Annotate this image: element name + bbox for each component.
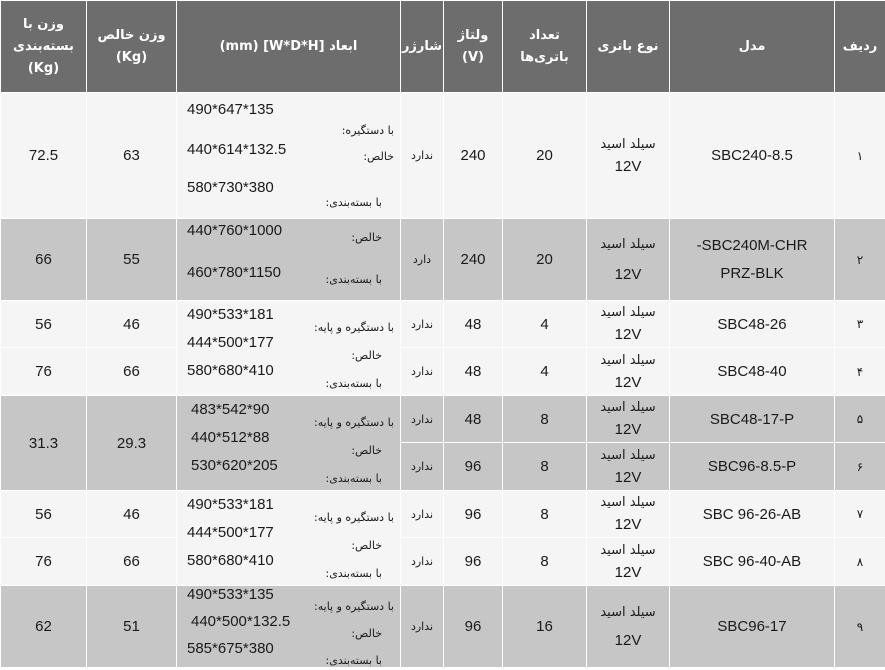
header-battery-type: نوع باتری: [587, 1, 670, 93]
table-row: [1, 93, 885, 219]
dimensions-cell: با دستگیره: 490*647*135 خالص: 440*614*132.5 با بسته‌بندی: 580*730*380: [177, 93, 401, 219]
row-index: ۸: [835, 538, 885, 586]
voltage-cell: 48: [444, 301, 503, 348]
packed-weight-cell: 66: [1, 219, 87, 301]
battery-type-cell: سیلد اسید 12V: [587, 219, 670, 301]
battery-type-cell: سیلد اسید 12V: [587, 491, 670, 538]
voltage-cell: 48: [444, 396, 503, 443]
battery-type-cell: سیلد اسید 12V: [587, 443, 670, 491]
charger-cell: ندارد: [401, 538, 444, 586]
battery-type-cell: سیلد اسید 12V: [587, 93, 670, 219]
model-cell: SBC 96-40-AB: [670, 538, 835, 586]
header-row: [1, 1, 885, 93]
packed-weight-cell: 56: [1, 491, 87, 538]
packed-weight-cell: 62: [1, 586, 87, 668]
dimensions-cell: با دستگیره و پایه: 490*533*135 خالص: 440*500*132.5 با بسته‌بندی: 585*675*380: [177, 586, 401, 668]
table-row: [1, 491, 885, 538]
header-packed-weight: وزن با بسته‌بندی (Kg): [1, 1, 87, 93]
packed-weight-cell: 31.3: [1, 396, 87, 491]
model-cell: SBC 96-26-AB: [670, 491, 835, 538]
table-row: [1, 396, 885, 443]
header-battery-count: تعداد باتری‌ها: [503, 1, 587, 93]
battery-count-cell: 8: [503, 538, 587, 586]
row-index: ۶: [835, 443, 885, 491]
voltage-cell: 96: [444, 538, 503, 586]
packed-weight-cell: 76: [1, 538, 87, 586]
charger-cell: دارد: [401, 219, 444, 301]
battery-count-cell: 8: [503, 491, 587, 538]
model-cell: SBC48-17-P: [670, 396, 835, 443]
packed-weight-cell: 72.5: [1, 93, 87, 219]
model-cell: SBC96-8.5-P: [670, 443, 835, 491]
charger-cell: ندارد: [401, 491, 444, 538]
row-index: ۲: [835, 219, 885, 301]
charger-cell: ندارد: [401, 301, 444, 348]
dimensions-cell: با دستگیره و پایه: 483*542*90 خالص: 440*512*88 با بسته‌بندی: 530*620*205: [177, 396, 401, 491]
header-row-index: ردیف: [835, 1, 885, 93]
dimensions-cell: با دستگیره و پایه: 490*533*181 خالص: 444*500*177 با بسته‌بندی: 580*680*410: [177, 491, 401, 586]
charger-cell: ندارد: [401, 443, 444, 491]
net-weight-cell: 66: [87, 348, 177, 396]
row-index: ۳: [835, 301, 885, 348]
battery-count-cell: 8: [503, 396, 587, 443]
model-cell: SBC96-17: [670, 586, 835, 668]
voltage-cell: 48: [444, 348, 503, 396]
row-index: ۹: [835, 586, 885, 668]
net-weight-cell: 63: [87, 93, 177, 219]
table-row: [1, 348, 885, 396]
net-weight-cell: 29.3: [87, 396, 177, 491]
header-charger: شارژر: [401, 1, 444, 93]
row-index: ۷: [835, 491, 885, 538]
battery-count-cell: 4: [503, 348, 587, 396]
model-cell: SBC48-26: [670, 301, 835, 348]
voltage-cell: 96: [444, 443, 503, 491]
battery-type-cell: سیلد اسید 12V: [587, 538, 670, 586]
packed-weight-cell: 76: [1, 348, 87, 396]
battery-count-cell: 20: [503, 219, 587, 301]
dimensions-cell: با دستگیره و پایه: 490*533*181 خالص: 444*500*177 با بسته‌بندی: 580*680*410: [177, 301, 401, 396]
dimensions-cell: خالص: 440*760*1000 با بسته‌بندی: 460*780*1150: [177, 219, 401, 301]
voltage-cell: 96: [444, 491, 503, 538]
row-index: ۴: [835, 348, 885, 396]
battery-type-cell: سیلد اسید 12V: [587, 396, 670, 443]
charger-cell: ندارد: [401, 93, 444, 219]
charger-cell: ندارد: [401, 396, 444, 443]
net-weight-cell: 66: [87, 538, 177, 586]
voltage-cell: 240: [444, 219, 503, 301]
table-row: [1, 586, 885, 668]
voltage-cell: 240: [444, 93, 503, 219]
row-index: ۱: [835, 93, 885, 219]
model-cell: SBC240M-CHR- PRZ-BLK: [670, 219, 835, 301]
table-row: [1, 301, 885, 348]
battery-type-cell: سیلد اسید 12V: [587, 348, 670, 396]
header-voltage: ولتاژ (V): [444, 1, 503, 93]
header-dimensions: ابعاد (mm) [W*D*H]: [177, 1, 401, 93]
net-weight-cell: 46: [87, 491, 177, 538]
header-model: مدل: [670, 1, 835, 93]
row-index: ۵: [835, 396, 885, 443]
charger-cell: ندارد: [401, 586, 444, 668]
battery-count-cell: 8: [503, 443, 587, 491]
net-weight-cell: 46: [87, 301, 177, 348]
battery-count-cell: 20: [503, 93, 587, 219]
table-row: [1, 219, 885, 301]
table-row: [1, 538, 885, 586]
model-cell: SBC48-40: [670, 348, 835, 396]
model-cell: SBC240-8.5: [670, 93, 835, 219]
battery-count-cell: 4: [503, 301, 587, 348]
net-weight-cell: 55: [87, 219, 177, 301]
battery-type-cell: سیلد اسید 12V: [587, 301, 670, 348]
battery-type-cell: سیلد اسید 12V: [587, 586, 670, 668]
packed-weight-cell: 56: [1, 301, 87, 348]
voltage-cell: 96: [444, 586, 503, 668]
battery-count-cell: 16: [503, 586, 587, 668]
net-weight-cell: 51: [87, 586, 177, 668]
charger-cell: ندارد: [401, 348, 444, 396]
header-net-weight: وزن خالص (Kg): [87, 1, 177, 93]
